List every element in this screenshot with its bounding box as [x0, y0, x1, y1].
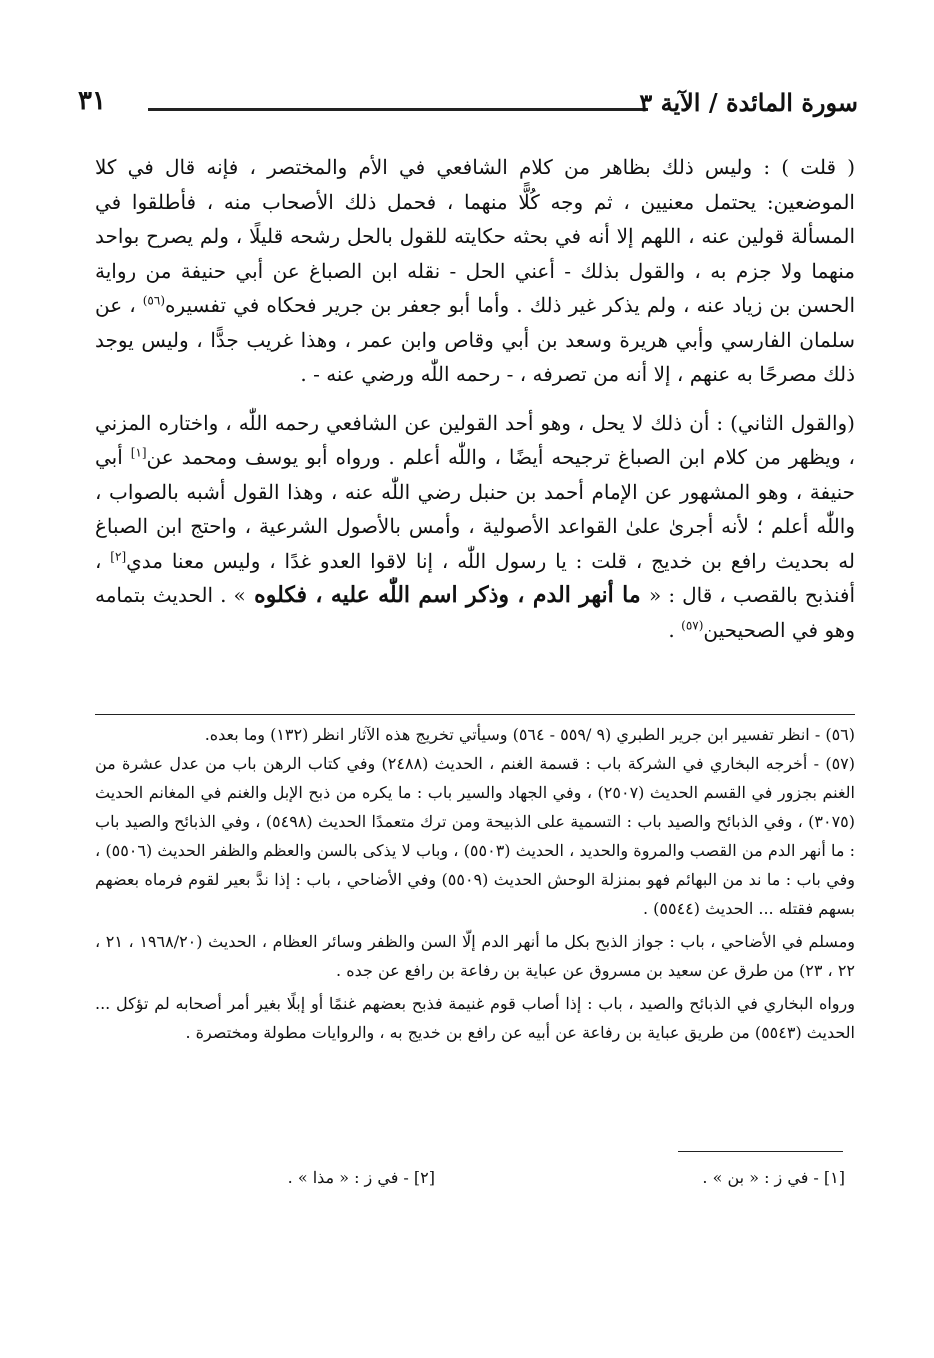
footnote-57-muslim: ومسلم في الأضاحي ، باب : جواز الذبح بكل ما أنهر الدم إلّا السن والظفر وسائر العظام ، الحديث (١٩٦٨/٢٠ ، ٢١ ، ٢٢ ، ٢٣) من طرق عن سعيد بن مسروق عن عباية بن رفاعة بن رافع عن جده .	[95, 932, 855, 980]
page-header	[78, 86, 858, 126]
footnote-ref-57[interactable]: (٥٧)	[681, 617, 704, 632]
footnote-ref-56[interactable]: (٥٦)	[142, 293, 165, 308]
manuscript-variants	[95, 1163, 855, 1193]
paragraph-2	[95, 406, 855, 648]
footnote-57: (٥٧) - أخرجه البخاري في الشركة باب : قسمة الغنم ، الحديث (٢٤٨٨) وفي كتاب الرهن باب من عدل عشرة من الغنم بجزور في القسم الحديث (٢٥٠٧) ، وفي الجهاد والسير باب : ما يكره من ذبح الإبل والغنم في المغانم الحديث (٣٠٧٥) ، وفي الذبائح والصيد باب : التسمية على الذبيحة ومن ترك متعمدًا الحديث (٥٤٩٨) ، وفي الذبائح والصيد باب : ما أنهر الدم من القصب والمروة والحديد ، الحديث (٥٥٠٣) ، وباب لا يذكى بالسن والعظم والظفر الحديث (٥٥٠٦) ، وفي باب : ما ند من البهائم فهو بمنزلة الوحش الحديث (٥٥٠٩) وفي الأضاحي ، باب : إذا ندَّ بعير لقوم فرماه بعضهم بسهم فقتله ... الحديث (٥٥٤٤) .	[95, 754, 856, 918]
variant-ref-1[interactable]: [١]	[130, 445, 147, 460]
variant-note-1: [١] - في ز : « بن » .	[702, 1168, 845, 1187]
header-rule	[148, 108, 648, 111]
footnote-57-bukhari: ورواه البخاري في الذبائح والصيد ، باب : إذا أصاب قوم غنيمة فذبح بعضهم غنمًا أو إبلًا بغير أمر أصحابه لم تؤكل ... الحديث (٥٥٤٣) من طريق عباية بن رفاعة عن أبيه عن رافع بن خديج به ، والروايات مطولة ومختصرة .	[95, 994, 855, 1042]
footnotes	[95, 720, 855, 1047]
paragraph-1-end: ، عن سلمان الفارسي وأبي هريرة وسعد بن أبي وقاص وابن عمر ، وهذا غريب جدًّا ، وليس يوجد ذلك مصرحًا به عنهم ، إلا أنه من تصرفه ، - رحمه اللّٰه ورضي عنه - .	[95, 293, 855, 386]
variant-note-2: [٢] - في ز : « مذا » .	[287, 1168, 435, 1187]
paragraph-2-mid-1: أبي حنيفة ، وهو المشهور عن الإمام أحمد بن حنبل رضي اللّٰه عنه ، وهذا القول أشبه بالصواب ، واللّٰه أعلم ؛ لأنه أجرىٰ علىٰ القواعد الأصولية ، وأمس بالأصول الشرعية ، واحتج ابن الصباغ له بحديث رافع بن خديج ، قلت : يا رسول اللّٰه ، إنا لاقوا العدو غدًا ، وليس معنا مدي	[95, 445, 856, 573]
paragraph-1-text: ( قلت ) : وليس ذلك بظاهر من كلام الشافعي في الأم والمختصر ، فإنه قال في كلا الموضعين: يحتمل معنيين ، ثم وجه كُلًّا منهما ، فحمل ذلك الأصحاب منه ، فأطلقوا في المسألة قولين عنه ، اللهم إلا أنه في بحثه حكايته للقول بالحل رشحه قليلًا ، ولم يصرح بواحد منهما ولا جزم به ، والقول بذلك - أعني الحل - نقله ابن الصباغ عن أبي حنيفة من رواية الحسن بن زياد عنه ، ولم يذكر غير ذلك . وأما أبو جعفر بن جرير فحكاه في تفسيره	[95, 155, 855, 317]
page-number: ٣١	[78, 86, 106, 116]
paragraph-2-start: (والقول الثاني) : أن ذلك لا يحل ، وهو أحد القولين عن الشافعي رحمه اللّٰه ، واختاره المزني ، ويظهر من كلام ابن الصباغ ترجيحه أيضًا ، واللّٰه أعلم . ورواه أبو يوسف ومحمد عن	[95, 410, 855, 469]
hadith-quote: ما أنهر الدم ، وذكر اسم اللّٰه عليه ، فكلوه	[245, 582, 649, 608]
footnote-separator	[95, 714, 855, 715]
variant-separator	[678, 1151, 843, 1152]
footnote-56: (٥٦) - انظر تفسير ابن جرير الطبري (٩ /٥٥٩ - ٥٦٤) وسيأتي تخريج هذه الآثار انظر (١٣٢) وما بعده.	[204, 725, 855, 744]
paragraph-2-end: .	[668, 617, 682, 642]
variant-ref-2[interactable]: [٢]	[110, 548, 127, 563]
paragraph-2-mid-2: ، أفنذبح بالقصب ، قال : «	[95, 548, 855, 607]
main-text	[95, 150, 855, 647]
paragraph-1	[95, 150, 855, 392]
running-title: سورة المائدة / الآية ٣	[639, 88, 858, 117]
paragraph-2-mid-3: » . الحديث بتمامه وهو في الصحيحين	[95, 583, 855, 642]
